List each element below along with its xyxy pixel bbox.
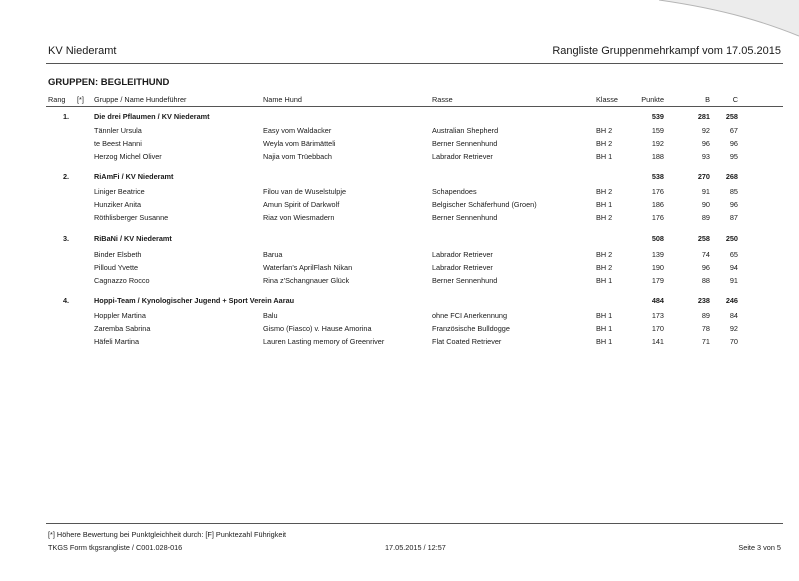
klasse: BH 2 bbox=[596, 139, 613, 148]
section-title: GRUPPEN: BEGLEITHUND bbox=[48, 77, 170, 88]
page-curl-decoration bbox=[659, 0, 799, 40]
group-b: 270 bbox=[697, 172, 710, 181]
handler: Zaremba Sabrina bbox=[94, 324, 151, 333]
c-score: 85 bbox=[729, 187, 738, 196]
c-score: 65 bbox=[729, 250, 738, 259]
b-score: 90 bbox=[701, 200, 710, 209]
punkte: 186 bbox=[651, 200, 664, 209]
dog: Gismo (Fiasco) v. Hause Amorina bbox=[263, 324, 372, 333]
c-score: 84 bbox=[729, 311, 738, 320]
group-name: RiAmFi / KV Niederamt bbox=[94, 172, 174, 181]
klasse: BH 2 bbox=[596, 213, 613, 222]
group-b: 238 bbox=[697, 296, 710, 305]
group-c: 246 bbox=[725, 296, 738, 305]
klasse: BH 2 bbox=[596, 126, 613, 135]
handler: Hoppler Martina bbox=[94, 311, 146, 320]
klasse: BH 1 bbox=[596, 200, 613, 209]
footer-page: Seite 3 von 5 bbox=[738, 543, 781, 552]
dog: Filou van de Wuselstulpje bbox=[263, 187, 347, 196]
c-score: 96 bbox=[729, 200, 738, 209]
b-score: 91 bbox=[701, 187, 710, 196]
group-name: RiBaNi / KV Niederamt bbox=[94, 234, 172, 243]
group-c: 250 bbox=[725, 234, 738, 243]
punkte: 173 bbox=[651, 311, 664, 320]
klasse: BH 1 bbox=[596, 324, 613, 333]
breed: Labrador Retriever bbox=[432, 263, 493, 272]
punkte: 170 bbox=[651, 324, 664, 333]
col-rang: Rang bbox=[48, 95, 66, 104]
dog: Barua bbox=[263, 250, 283, 259]
klasse: BH 1 bbox=[596, 311, 613, 320]
footer-rule bbox=[46, 523, 783, 524]
group-punkte: 538 bbox=[651, 172, 664, 181]
handler: Binder Elsbeth bbox=[94, 250, 142, 259]
group-c: 258 bbox=[725, 112, 738, 121]
klasse: BH 2 bbox=[596, 263, 613, 272]
handler: Röthlisberger Susanne bbox=[94, 213, 169, 222]
klasse: BH 1 bbox=[596, 276, 613, 285]
punkte: 141 bbox=[651, 337, 664, 346]
group-rank: 4. bbox=[63, 296, 70, 305]
dog: Balu bbox=[263, 311, 278, 320]
dog: Easy vom Waldacker bbox=[263, 126, 332, 135]
c-score: 95 bbox=[729, 152, 738, 161]
col-flag: [*] bbox=[77, 95, 84, 104]
col-c: C bbox=[732, 95, 738, 104]
breed: Australian Shepherd bbox=[432, 126, 499, 135]
group-c: 268 bbox=[725, 172, 738, 181]
col-hund: Name Hund bbox=[263, 95, 302, 104]
punkte: 176 bbox=[651, 187, 664, 196]
breed: Labrador Retriever bbox=[432, 152, 493, 161]
klasse: BH 2 bbox=[596, 250, 613, 259]
b-score: 78 bbox=[701, 324, 710, 333]
col-rasse: Rasse bbox=[432, 95, 453, 104]
dog: Riaz von Wiesmadern bbox=[263, 213, 335, 222]
group-rank: 3. bbox=[63, 234, 70, 243]
breed: Berner Sennenhund bbox=[432, 139, 498, 148]
col-gruppe: Gruppe / Name Hundeführer bbox=[94, 95, 187, 104]
b-score: 74 bbox=[701, 250, 710, 259]
b-score: 89 bbox=[701, 213, 710, 222]
handler: te Beest Hanni bbox=[94, 139, 142, 148]
klasse: BH 1 bbox=[596, 152, 613, 161]
group-punkte: 484 bbox=[651, 296, 664, 305]
dog: Rina z'Schangnauer Glück bbox=[263, 276, 350, 285]
club-name: KV Niederamt bbox=[48, 45, 117, 57]
punkte: 188 bbox=[651, 152, 664, 161]
breed: Französische Bulldogge bbox=[432, 324, 510, 333]
handler: Tännler Ursula bbox=[94, 126, 142, 135]
breed: Labrador Retriever bbox=[432, 250, 493, 259]
c-score: 70 bbox=[729, 337, 738, 346]
breed: Berner Sennenhund bbox=[432, 276, 498, 285]
c-score: 67 bbox=[729, 126, 738, 135]
handler: Hunziker Anita bbox=[94, 200, 142, 209]
handler: Liniger Beatrice bbox=[94, 187, 145, 196]
b-score: 92 bbox=[701, 126, 710, 135]
report-title: Rangliste Gruppenmehrkampf vom 17.05.2015 bbox=[552, 45, 781, 57]
punkte: 192 bbox=[651, 139, 664, 148]
b-score: 71 bbox=[701, 337, 710, 346]
dog: Weyla vom Bärimätteli bbox=[263, 139, 336, 148]
punkte: 179 bbox=[651, 276, 664, 285]
handler: Pilloud Yvette bbox=[94, 263, 139, 272]
c-score: 96 bbox=[729, 139, 738, 148]
breed: Belgischer Schäferhund (Groen) bbox=[432, 200, 537, 209]
dog: Waterfan's AprilFlash Nikan bbox=[263, 263, 353, 272]
dog: Najia vom Trüebbach bbox=[263, 152, 332, 161]
group-name: Die drei Pflaumen / KV Niederamt bbox=[94, 112, 210, 121]
klasse: BH 2 bbox=[596, 187, 613, 196]
group-rank: 1. bbox=[63, 112, 70, 121]
footer-form: TKGS Form tkgsrangliste / C001.028-016 bbox=[48, 543, 183, 552]
b-score: 89 bbox=[701, 311, 710, 320]
group-rank: 2. bbox=[63, 172, 70, 181]
klasse: BH 1 bbox=[596, 337, 613, 346]
column-rule bbox=[46, 106, 783, 107]
footer-note: [*] Höhere Bewertung bei Punktgleichheit durch: [F] Punktezahl Führigkeit bbox=[48, 530, 287, 539]
c-score: 94 bbox=[729, 263, 738, 272]
footer-datetime: 17.05.2015 / 12:57 bbox=[385, 543, 446, 552]
group-punkte: 508 bbox=[651, 234, 664, 243]
header-rule bbox=[46, 63, 783, 64]
group-b: 258 bbox=[697, 234, 710, 243]
handler: Herzog Michel Oliver bbox=[94, 152, 162, 161]
b-score: 93 bbox=[701, 152, 710, 161]
punkte: 190 bbox=[651, 263, 664, 272]
c-score: 92 bbox=[729, 324, 738, 333]
group-name: Hoppi-Team / Kynologischer Jugend + Sport Verein Aarau bbox=[94, 296, 295, 305]
c-score: 91 bbox=[729, 276, 738, 285]
punkte: 159 bbox=[651, 126, 664, 135]
punkte: 176 bbox=[651, 213, 664, 222]
group-punkte: 539 bbox=[651, 112, 664, 121]
breed: Schapendoes bbox=[432, 187, 477, 196]
col-b: B bbox=[705, 95, 710, 104]
breed: Flat Coated Retriever bbox=[432, 337, 502, 346]
punkte: 139 bbox=[651, 250, 664, 259]
dog: Lauren Lasting memory of Greenriver bbox=[263, 337, 385, 346]
handler: Häfeli Martina bbox=[94, 337, 140, 346]
col-punkte: Punkte bbox=[641, 95, 664, 104]
breed: Berner Sennenhund bbox=[432, 213, 498, 222]
handler: Cagnazzo Rocco bbox=[94, 276, 150, 285]
breed: ohne FCI Anerkennung bbox=[432, 311, 508, 320]
b-score: 96 bbox=[701, 139, 710, 148]
c-score: 87 bbox=[729, 213, 738, 222]
col-klasse: Klasse bbox=[596, 95, 618, 104]
b-score: 88 bbox=[701, 276, 710, 285]
b-score: 96 bbox=[701, 263, 710, 272]
dog: Amun Spirit of Darkwolf bbox=[263, 200, 340, 209]
group-b: 281 bbox=[697, 112, 710, 121]
